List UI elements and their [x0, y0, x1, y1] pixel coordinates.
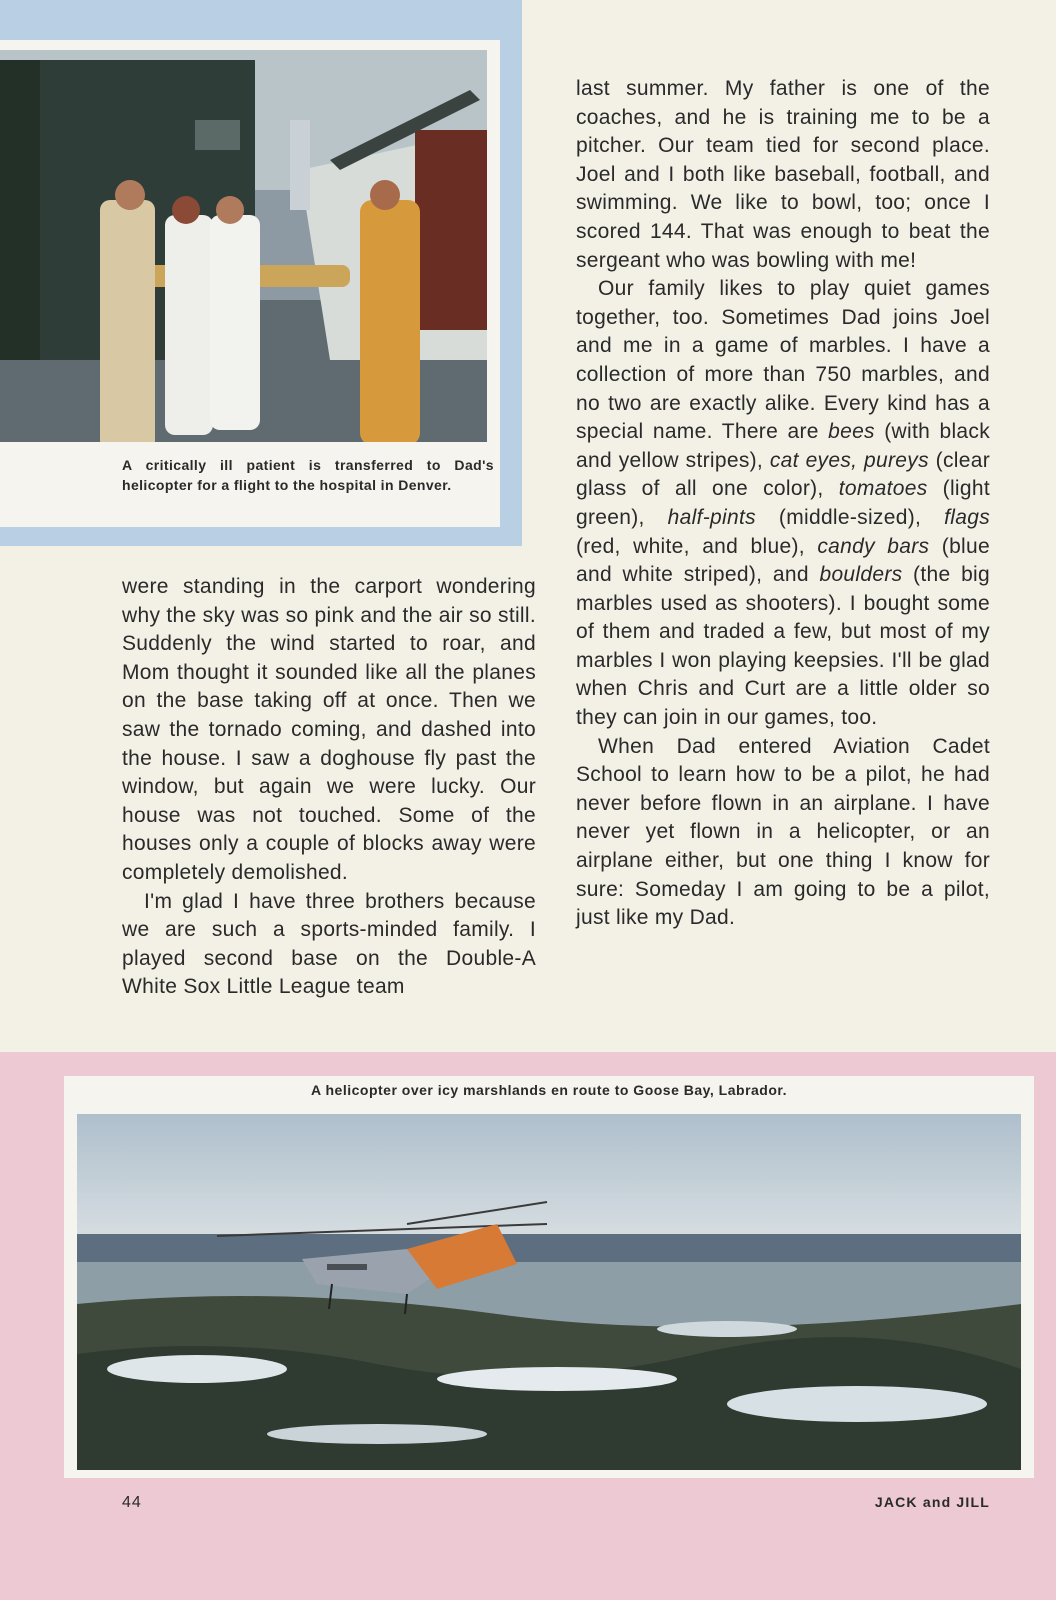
- marbles-text-e: (middle-sized),: [755, 505, 945, 529]
- marble-tomatoes: tomatoes: [838, 477, 928, 501]
- marbles-text-c: (clear glass of all one color),: [576, 448, 990, 501]
- marbles-text-a: Our family likes to play quiet games together, too. Sometimes Dad joins Joel and me in a game of marbles. I have a collection of more than 750 marbles, and no two are exactly alike. Every kind has a special name. There are: [576, 277, 990, 444]
- page-number: 44: [122, 1494, 142, 1511]
- marbles-text-d: (light green),: [576, 477, 990, 529]
- marble-bees: bees: [828, 420, 875, 444]
- left-paragraph-2: I'm glad I have three brothers because we are such a sports-minded family. I played second base on the Double-A White Sox Little League team: [122, 889, 536, 999]
- top-photo-caption: A critically ill patient is transferred to Dad's helicopter for a flight to the hospital in Denver.: [122, 457, 494, 493]
- marbles-text-f: (red, white, and blue),: [576, 534, 818, 558]
- right-paragraph-3: When Dad entered Aviation Cadet School to learn how to be a pilot, he had never before flown in an airplane. I have never yet flown in a helicopter, or an airplane either, but one thing I know for sure: Someday I am going to be a pilot, just like my Dad.: [576, 734, 990, 930]
- patient-transfer-illustration: [0, 50, 487, 442]
- marbles-text-b: (with black and yellow stripes),: [576, 420, 990, 472]
- marble-half-pints: half-pints: [667, 505, 756, 529]
- marble-cat-eyes: cat eyes, pureys: [769, 448, 929, 472]
- right-paragraph-2: [576, 275, 990, 733]
- marble-boulders: boulders: [819, 563, 903, 587]
- helicopter-marshland-photo: [77, 1114, 1021, 1470]
- helicopter-over-marsh-illustration: [77, 1114, 1021, 1470]
- magazine-name: JACK and JILL: [874, 1494, 990, 1510]
- marble-candy-bars: candy bars: [817, 534, 930, 558]
- patient-transfer-photo: [0, 50, 487, 442]
- bottom-photo-card: [64, 1076, 1034, 1478]
- marbles-text-g: (blue and white striped), and: [576, 534, 990, 587]
- marbles-text-h: (the big marbles used as shooters). I bought some of them and traded a few, but most of my marbles I won playing keepsies. I'll be glad when Chris and Curt are a little older so they can join in our games, too.: [576, 563, 990, 730]
- right-text-column: [576, 75, 990, 933]
- top-photo-card: [0, 40, 500, 527]
- bottom-photo-caption: A helicopter over icy marshlands en route to Goose Bay, Labrador.: [311, 1082, 787, 1098]
- left-text-column: [122, 573, 536, 1002]
- right-paragraph-1: last summer. My father is one of the coaches, and he is training me to be a pitcher. Our team tied for second place. Joel and I both like baseball, football, and swimming. We like to bowl, too; once I scored 144. That was enough to beat the sergeant who was bowling with me!: [576, 77, 990, 272]
- left-paragraph-1: were standing in the carport wondering why the sky was so pink and the air so still. Suddenly the wind started to roar, and Mom thought it sounded like all the planes on the base taking off at once. Then we saw the tornado coming, and dashed into the house. I saw a doghouse fly past the window, but again we were lucky. Our house was not touched. Some of the houses only a couple of blocks away were completely demolished.: [122, 575, 536, 884]
- marble-flags: flags: [944, 505, 990, 529]
